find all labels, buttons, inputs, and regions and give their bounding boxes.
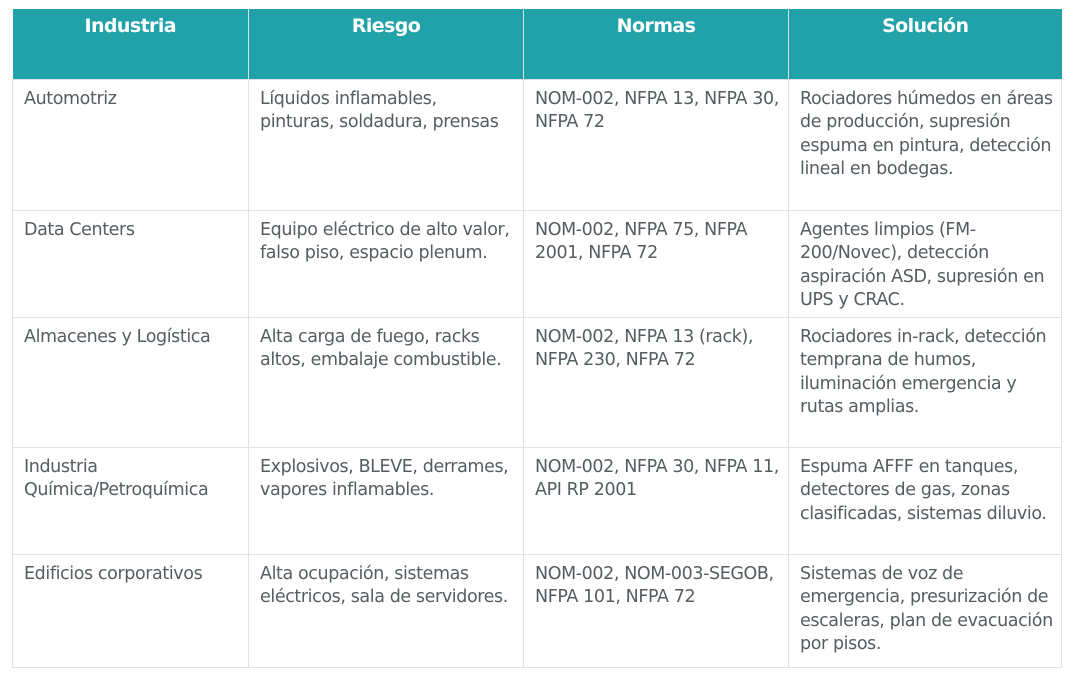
table-header [13,9,1062,79]
cell-normas: NOM-002, NFPA 75, NFPA 2001, NFPA 72 [524,210,789,317]
cell-normas: NOM-002, NFPA 30, NFPA 11, API RP 2001 [524,447,789,554]
table-body [13,79,1062,667]
header-industria: Industria [13,9,249,79]
cell-riesgo: Alta carga de fuego, racks altos, embalaje combustible. [249,317,524,447]
header-normas: Normas [524,9,789,79]
table-row [13,317,1062,447]
cell-riesgo: Líquidos inflamables, pinturas, soldadura, prensas [249,79,524,210]
cell-industria: Almacenes y Logística [13,317,249,447]
table-row [13,554,1062,667]
table-row [13,210,1062,317]
header-row [13,9,1062,79]
cell-solucion: Agentes limpios (FM-200/Novec), detección aspiración ASD, supresión en UPS y CRAC. [789,210,1062,317]
cell-industria: Data Centers [13,210,249,317]
cell-industria: Edificios corporativos [13,554,249,667]
cell-riesgo: Alta ocupación, sistemas eléctricos, sala de servidores. [249,554,524,667]
cell-industria: Automotriz [13,79,249,210]
cell-solucion: Sistemas de voz de emergencia, presurización de escaleras, plan de evacuación por pisos. [789,554,1062,667]
cell-solucion: Rociadores in-rack, detección temprana de humos, iluminación emergencia y rutas amplias. [789,317,1062,447]
cell-solucion: Espuma AFFF en tanques, detectores de gas, zonas clasificadas, sistemas diluvio. [789,447,1062,554]
cell-industria: Industria Química/Petroquímica [13,447,249,554]
cell-normas: NOM-002, NFPA 13 (rack), NFPA 230, NFPA 72 [524,317,789,447]
cell-normas: NOM-002, NOM-003-SEGOB, NFPA 101, NFPA 72 [524,554,789,667]
header-riesgo: Riesgo [249,9,524,79]
table-row [13,447,1062,554]
cell-riesgo: Equipo eléctrico de alto valor, falso piso, espacio plenum. [249,210,524,317]
header-solucion: Solución [789,9,1062,79]
cell-normas: NOM-002, NFPA 13, NFPA 30, NFPA 72 [524,79,789,210]
cell-riesgo: Explosivos, BLEVE, derrames, vapores inflamables. [249,447,524,554]
cell-solucion: Rociadores húmedos en áreas de producción, supresión espuma en pintura, detección lineal en bodegas. [789,79,1062,210]
table-row [13,79,1062,210]
industry-risk-table [12,9,1062,668]
